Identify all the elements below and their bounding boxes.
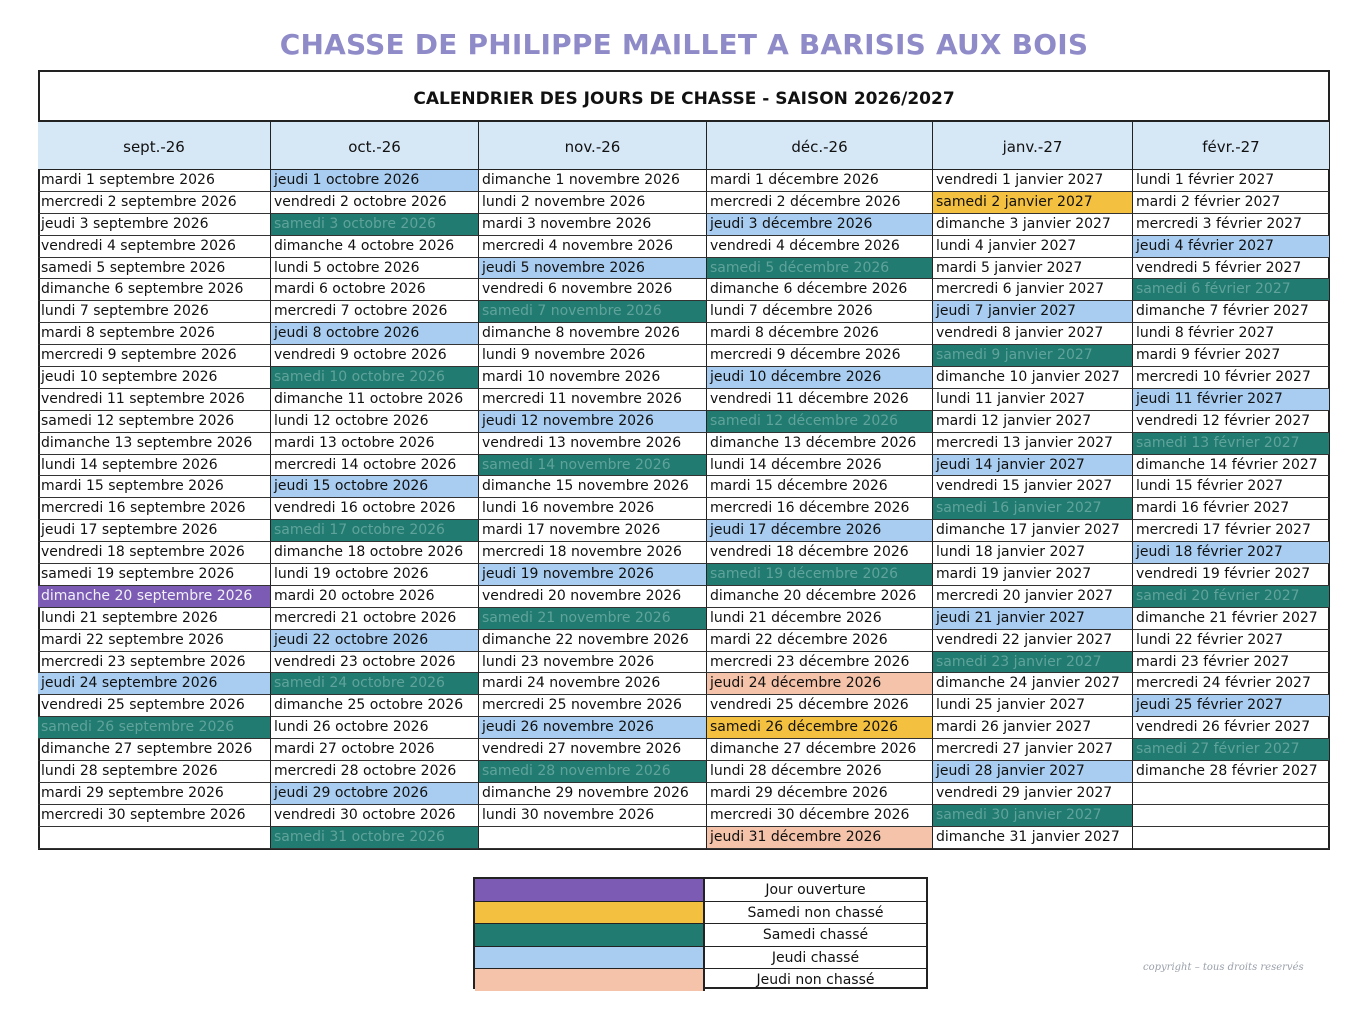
day-cell: samedi 27 février 2027	[1133, 739, 1330, 761]
day-cell: samedi 14 novembre 2026	[479, 455, 707, 477]
day-cell: jeudi 14 janvier 2027	[933, 455, 1133, 477]
day-cell: vendredi 15 janvier 2027	[933, 476, 1133, 498]
day-cell: mercredi 17 février 2027	[1133, 520, 1330, 542]
day-cell: vendredi 25 septembre 2026	[38, 695, 271, 717]
day-cell: vendredi 1 janvier 2027	[933, 170, 1133, 192]
day-cell: samedi 16 janvier 2027	[933, 498, 1133, 520]
day-cell: mardi 12 janvier 2027	[933, 411, 1133, 433]
day-cell: lundi 8 février 2027	[1133, 323, 1330, 345]
day-cell: mercredi 10 février 2027	[1133, 367, 1330, 389]
day-cell: lundi 30 novembre 2026	[479, 805, 707, 827]
legend-swatch	[475, 947, 705, 969]
day-cell: dimanche 13 septembre 2026	[38, 433, 271, 455]
day-cell: dimanche 28 février 2027	[1133, 761, 1330, 783]
day-cell: mardi 19 janvier 2027	[933, 564, 1133, 586]
day-cell: mardi 2 février 2027	[1133, 192, 1330, 214]
month-header: oct.-26	[271, 122, 479, 170]
day-cell: samedi 10 octobre 2026	[271, 367, 479, 389]
day-cell: mardi 9 février 2027	[1133, 345, 1330, 367]
month-column	[479, 122, 707, 849]
day-cell: dimanche 6 septembre 2026	[38, 279, 271, 301]
day-cell: vendredi 27 novembre 2026	[479, 739, 707, 761]
day-cell: jeudi 19 novembre 2026	[479, 564, 707, 586]
day-cell: lundi 14 décembre 2026	[707, 455, 933, 477]
day-cell: lundi 21 décembre 2026	[707, 608, 933, 630]
day-cell: jeudi 7 janvier 2027	[933, 301, 1133, 323]
day-cell: samedi 17 octobre 2026	[271, 520, 479, 542]
day-cell: vendredi 19 février 2027	[1133, 564, 1330, 586]
day-cell: mercredi 2 décembre 2026	[707, 192, 933, 214]
day-cell: jeudi 31 décembre 2026	[707, 827, 933, 849]
day-cell: dimanche 4 octobre 2026	[271, 236, 479, 258]
day-cell: jeudi 10 septembre 2026	[38, 367, 271, 389]
day-cell: samedi 30 janvier 2027	[933, 805, 1133, 827]
day-cell: lundi 11 janvier 2027	[933, 389, 1133, 411]
day-cell: mercredi 3 février 2027	[1133, 214, 1330, 236]
day-cell: jeudi 21 janvier 2027	[933, 608, 1133, 630]
legend-row	[475, 879, 926, 902]
month-column	[271, 122, 479, 849]
day-cell: vendredi 13 novembre 2026	[479, 433, 707, 455]
day-cell	[1133, 783, 1330, 805]
day-cell: mardi 27 octobre 2026	[271, 739, 479, 761]
day-cell: lundi 25 janvier 2027	[933, 695, 1133, 717]
day-cell: dimanche 24 janvier 2027	[933, 673, 1133, 695]
day-cell: vendredi 25 décembre 2026	[707, 695, 933, 717]
month-column	[933, 122, 1133, 849]
legend-label: Jeudi chassé	[771, 949, 860, 966]
day-cell: dimanche 25 octobre 2026	[271, 695, 479, 717]
day-cell: lundi 12 octobre 2026	[271, 411, 479, 433]
day-cell: vendredi 9 octobre 2026	[271, 345, 479, 367]
day-cell: samedi 2 janvier 2027	[933, 192, 1133, 214]
day-cell: samedi 12 décembre 2026	[707, 411, 933, 433]
day-cell	[479, 827, 707, 849]
legend-label: Jour ouverture	[765, 882, 866, 898]
month-column	[38, 122, 271, 849]
legend-row	[475, 947, 926, 970]
day-cell: jeudi 24 septembre 2026	[38, 673, 271, 695]
day-cell: dimanche 29 novembre 2026	[479, 783, 707, 805]
day-cell: mercredi 24 février 2027	[1133, 673, 1330, 695]
day-cell: dimanche 11 octobre 2026	[271, 389, 479, 411]
day-cell: samedi 3 octobre 2026	[271, 214, 479, 236]
day-cell: jeudi 15 octobre 2026	[271, 476, 479, 498]
day-cell: mercredi 23 décembre 2026	[707, 652, 933, 674]
day-cell: mercredi 2 septembre 2026	[38, 192, 271, 214]
day-cell: jeudi 3 décembre 2026	[707, 214, 933, 236]
day-cell: vendredi 12 février 2027	[1133, 411, 1330, 433]
day-cell: dimanche 18 octobre 2026	[271, 542, 479, 564]
day-cell: dimanche 22 novembre 2026	[479, 630, 707, 652]
legend-row	[475, 969, 926, 991]
day-cell: vendredi 8 janvier 2027	[933, 323, 1133, 345]
day-cell: jeudi 22 octobre 2026	[271, 630, 479, 652]
day-cell: lundi 28 décembre 2026	[707, 761, 933, 783]
day-cell: lundi 28 septembre 2026	[38, 761, 271, 783]
day-cell: mercredi 16 décembre 2026	[707, 498, 933, 520]
day-cell: jeudi 3 septembre 2026	[38, 214, 271, 236]
legend-row	[475, 902, 926, 925]
day-cell: mardi 26 janvier 2027	[933, 717, 1133, 739]
day-cell: vendredi 11 septembre 2026	[38, 389, 271, 411]
day-cell: samedi 5 septembre 2026	[38, 258, 271, 280]
day-cell: dimanche 1 novembre 2026	[479, 170, 707, 192]
day-cell: mercredi 30 décembre 2026	[707, 805, 933, 827]
page-title: CHASSE DE PHILIPPE MAILLET A BARISIS AUX BOIS	[279, 28, 1089, 61]
day-cell: mercredi 23 septembre 2026	[38, 652, 271, 674]
day-cell: samedi 13 février 2027	[1133, 433, 1330, 455]
day-cell: mardi 1 septembre 2026	[38, 170, 271, 192]
day-cell: lundi 26 octobre 2026	[271, 717, 479, 739]
day-cell: lundi 14 septembre 2026	[38, 455, 271, 477]
day-cell: mercredi 18 novembre 2026	[479, 542, 707, 564]
day-cell: vendredi 16 octobre 2026	[271, 498, 479, 520]
day-cell: lundi 23 novembre 2026	[479, 652, 707, 674]
day-cell: vendredi 29 janvier 2027	[933, 783, 1133, 805]
day-cell: samedi 23 janvier 2027	[933, 652, 1133, 674]
legend-swatch	[475, 969, 705, 991]
month-header: févr.-27	[1133, 122, 1330, 170]
day-cell: vendredi 11 décembre 2026	[707, 389, 933, 411]
day-cell: mardi 15 septembre 2026	[38, 476, 271, 498]
day-cell: mercredi 27 janvier 2027	[933, 739, 1133, 761]
day-cell: samedi 9 janvier 2027	[933, 345, 1133, 367]
copyright-note: copyright – tous droits reservés	[1143, 962, 1304, 973]
day-cell: mardi 13 octobre 2026	[271, 433, 479, 455]
day-cell: jeudi 12 novembre 2026	[479, 411, 707, 433]
day-cell: mardi 1 décembre 2026	[707, 170, 933, 192]
day-cell: samedi 19 septembre 2026	[38, 564, 271, 586]
legend-swatch	[475, 879, 705, 901]
day-cell: vendredi 5 février 2027	[1133, 258, 1330, 280]
day-cell: jeudi 8 octobre 2026	[271, 323, 479, 345]
day-cell: dimanche 8 novembre 2026	[479, 323, 707, 345]
day-cell: dimanche 20 décembre 2026	[707, 586, 933, 608]
day-cell: dimanche 17 janvier 2027	[933, 520, 1133, 542]
month-column	[707, 122, 933, 849]
day-cell: mercredi 30 septembre 2026	[38, 805, 271, 827]
day-cell: mercredi 20 janvier 2027	[933, 586, 1133, 608]
day-cell: dimanche 20 septembre 2026	[38, 586, 271, 608]
day-cell: samedi 26 septembre 2026	[38, 717, 271, 739]
day-cell: vendredi 4 décembre 2026	[707, 236, 933, 258]
day-cell: mardi 22 décembre 2026	[707, 630, 933, 652]
day-cell: mardi 8 décembre 2026	[707, 323, 933, 345]
day-cell: samedi 6 février 2027	[1133, 279, 1330, 301]
day-cell: mercredi 13 janvier 2027	[933, 433, 1133, 455]
day-cell: vendredi 6 novembre 2026	[479, 279, 707, 301]
day-cell: jeudi 28 janvier 2027	[933, 761, 1133, 783]
day-cell: samedi 24 octobre 2026	[271, 673, 479, 695]
day-cell: vendredi 22 janvier 2027	[933, 630, 1133, 652]
day-cell: mercredi 25 novembre 2026	[479, 695, 707, 717]
day-cell: vendredi 26 février 2027	[1133, 717, 1330, 739]
day-cell: mercredi 7 octobre 2026	[271, 301, 479, 323]
day-cell: lundi 7 décembre 2026	[707, 301, 933, 323]
day-cell: jeudi 1 octobre 2026	[271, 170, 479, 192]
day-cell: mardi 24 novembre 2026	[479, 673, 707, 695]
day-cell: dimanche 15 novembre 2026	[479, 476, 707, 498]
day-cell: lundi 18 janvier 2027	[933, 542, 1133, 564]
day-cell: mercredi 9 septembre 2026	[38, 345, 271, 367]
day-cell: mercredi 28 octobre 2026	[271, 761, 479, 783]
day-cell: vendredi 23 octobre 2026	[271, 652, 479, 674]
day-cell: vendredi 20 novembre 2026	[479, 586, 707, 608]
day-cell: dimanche 7 février 2027	[1133, 301, 1330, 323]
month-header: déc.-26	[707, 122, 933, 170]
day-cell: mercredi 16 septembre 2026	[38, 498, 271, 520]
day-cell: lundi 21 septembre 2026	[38, 608, 271, 630]
day-cell: vendredi 4 septembre 2026	[38, 236, 271, 258]
day-cell	[1133, 805, 1330, 827]
day-cell: mardi 29 décembre 2026	[707, 783, 933, 805]
day-cell: vendredi 18 septembre 2026	[38, 542, 271, 564]
day-cell: mercredi 9 décembre 2026	[707, 345, 933, 367]
day-cell: mardi 23 février 2027	[1133, 652, 1330, 674]
day-cell: samedi 12 septembre 2026	[38, 411, 271, 433]
day-cell: samedi 31 octobre 2026	[271, 827, 479, 849]
day-cell: jeudi 17 septembre 2026	[38, 520, 271, 542]
day-cell: dimanche 14 février 2027	[1133, 455, 1330, 477]
legend-label: Jeudi non chassé	[756, 972, 875, 989]
day-cell: samedi 20 février 2027	[1133, 586, 1330, 608]
day-cell: mardi 29 septembre 2026	[38, 783, 271, 805]
day-cell: lundi 2 novembre 2026	[479, 192, 707, 214]
legend-label: Samedi non chassé	[747, 904, 884, 921]
day-cell: vendredi 30 octobre 2026	[271, 805, 479, 827]
day-cell: mercredi 14 octobre 2026	[271, 455, 479, 477]
day-cell: lundi 7 septembre 2026	[38, 301, 271, 323]
day-cell: mercredi 4 novembre 2026	[479, 236, 707, 258]
day-cell: jeudi 25 février 2027	[1133, 695, 1330, 717]
day-cell: jeudi 24 décembre 2026	[707, 673, 933, 695]
day-cell: jeudi 10 décembre 2026	[707, 367, 933, 389]
day-cell: dimanche 27 septembre 2026	[38, 739, 271, 761]
day-cell: mardi 10 novembre 2026	[479, 367, 707, 389]
day-cell: lundi 9 novembre 2026	[479, 345, 707, 367]
day-cell: lundi 4 janvier 2027	[933, 236, 1133, 258]
legend-swatch	[475, 924, 705, 946]
day-cell: mardi 15 décembre 2026	[707, 476, 933, 498]
day-cell: samedi 26 décembre 2026	[707, 717, 933, 739]
day-cell: samedi 21 novembre 2026	[479, 608, 707, 630]
day-cell: jeudi 11 février 2027	[1133, 389, 1330, 411]
month-column	[1133, 122, 1330, 849]
legend-swatch	[475, 902, 705, 924]
day-cell: mercredi 6 janvier 2027	[933, 279, 1133, 301]
calendar-grid	[38, 122, 1330, 849]
legend-row	[475, 924, 926, 947]
day-cell: lundi 16 novembre 2026	[479, 498, 707, 520]
month-header: sept.-26	[38, 122, 271, 170]
day-cell: jeudi 4 février 2027	[1133, 236, 1330, 258]
day-cell: dimanche 3 janvier 2027	[933, 214, 1133, 236]
day-cell: jeudi 17 décembre 2026	[707, 520, 933, 542]
day-cell: mardi 5 janvier 2027	[933, 258, 1133, 280]
day-cell: mardi 20 octobre 2026	[271, 586, 479, 608]
day-cell: jeudi 29 octobre 2026	[271, 783, 479, 805]
day-cell: dimanche 27 décembre 2026	[707, 739, 933, 761]
day-cell: mardi 6 octobre 2026	[271, 279, 479, 301]
legend-label: Samedi chassé	[762, 927, 869, 944]
day-cell: mercredi 21 octobre 2026	[271, 608, 479, 630]
day-cell: jeudi 5 novembre 2026	[479, 258, 707, 280]
day-cell: mardi 3 novembre 2026	[479, 214, 707, 236]
day-cell: dimanche 31 janvier 2027	[933, 827, 1133, 849]
day-cell: lundi 5 octobre 2026	[271, 258, 479, 280]
day-cell: mercredi 11 novembre 2026	[479, 389, 707, 411]
day-cell: mardi 22 septembre 2026	[38, 630, 271, 652]
day-cell: jeudi 26 novembre 2026	[479, 717, 707, 739]
day-cell: samedi 19 décembre 2026	[707, 564, 933, 586]
day-cell: vendredi 2 octobre 2026	[271, 192, 479, 214]
day-cell: lundi 19 octobre 2026	[271, 564, 479, 586]
day-cell: lundi 15 février 2027	[1133, 476, 1330, 498]
day-cell	[1133, 827, 1330, 849]
day-cell: mardi 8 septembre 2026	[38, 323, 271, 345]
day-cell: mardi 17 novembre 2026	[479, 520, 707, 542]
day-cell: samedi 28 novembre 2026	[479, 761, 707, 783]
day-cell: dimanche 13 décembre 2026	[707, 433, 933, 455]
day-cell: samedi 7 novembre 2026	[479, 301, 707, 323]
legend	[473, 877, 928, 989]
day-cell	[38, 827, 271, 849]
day-cell: samedi 5 décembre 2026	[707, 258, 933, 280]
day-cell: dimanche 10 janvier 2027	[933, 367, 1133, 389]
month-header: janv.-27	[933, 122, 1133, 170]
day-cell: jeudi 18 février 2027	[1133, 542, 1330, 564]
calendar-subtitle: CALENDRIER DES JOURS DE CHASSE - SAISON 2026/2027	[38, 70, 1330, 122]
day-cell: lundi 1 février 2027	[1133, 170, 1330, 192]
month-header: nov.-26	[479, 122, 707, 170]
day-cell: lundi 22 février 2027	[1133, 630, 1330, 652]
day-cell: dimanche 6 décembre 2026	[707, 279, 933, 301]
day-cell: dimanche 21 février 2027	[1133, 608, 1330, 630]
day-cell: vendredi 18 décembre 2026	[707, 542, 933, 564]
day-cell: mardi 16 février 2027	[1133, 498, 1330, 520]
